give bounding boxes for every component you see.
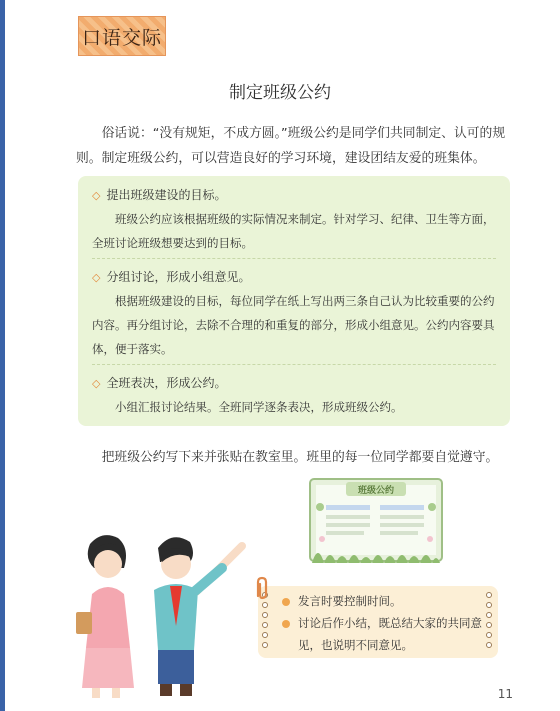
step-body: 根据班级建设的目标，每位同学在纸上写出两三条自己认为比较重要的公约内容。再分组讨论，去除不合理的和重复的部分，形成小组意见。公约内容要具体，便于落实。 bbox=[92, 294, 495, 356]
steps-panel bbox=[78, 176, 510, 426]
book-spine-edge bbox=[0, 0, 5, 711]
closing-paragraph: 把班级公约写下来并张贴在教室里。班里的每一位同学都要自觉遵守。 bbox=[101, 450, 499, 465]
divider bbox=[92, 258, 496, 259]
binder-rings-left bbox=[262, 592, 270, 652]
poster-title: 班级公约 bbox=[357, 486, 395, 496]
tips-note-card bbox=[258, 586, 498, 658]
dot-bullet-icon bbox=[282, 598, 290, 606]
class-rules-poster-illustration bbox=[308, 477, 444, 563]
dot-bullet-icon bbox=[282, 620, 290, 628]
step-heading: 全班表决，形成公约。 bbox=[106, 376, 227, 390]
step-body: 班级公约应该根据班级的实际情况来制定。针对学习、纪律、卫生等方面，全班讨论班级想要达到的目标。 bbox=[92, 212, 495, 250]
step-body: 小组汇报讨论结果。全班同学逐条表决，形成班级公约。 bbox=[115, 400, 403, 414]
step-heading: 提出班级建设的目标。 bbox=[106, 188, 227, 202]
step-item bbox=[92, 266, 498, 361]
section-label: 口语交际 bbox=[81, 26, 162, 49]
paper-clip-icon bbox=[252, 576, 272, 600]
diamond-bullet-icon: ◇ bbox=[92, 189, 101, 202]
step-item bbox=[92, 372, 498, 419]
diamond-bullet-icon: ◇ bbox=[92, 271, 101, 284]
page-number: 11 bbox=[497, 687, 513, 701]
diamond-bullet-icon: ◇ bbox=[92, 377, 101, 390]
divider bbox=[92, 364, 496, 365]
page-title: 制定班级公约 bbox=[229, 83, 331, 103]
tip-item: 发言时要控制时间。 bbox=[282, 590, 482, 612]
students-illustration bbox=[72, 528, 254, 700]
step-item bbox=[92, 184, 498, 255]
intro-paragraph: 俗话说：“没有规矩，不成方圆。”班级公约是同学们共同制定、认可的规则。制定班级公约，可以营造良好的学习环境，建设团结友爱的班集体。 bbox=[76, 126, 506, 166]
step-heading: 分组讨论，形成小组意见。 bbox=[106, 270, 251, 284]
section-badge bbox=[78, 16, 166, 56]
tip-item: 讨论后作小结，既总结大家的共同意见，也说明不同意见。 bbox=[282, 612, 498, 656]
